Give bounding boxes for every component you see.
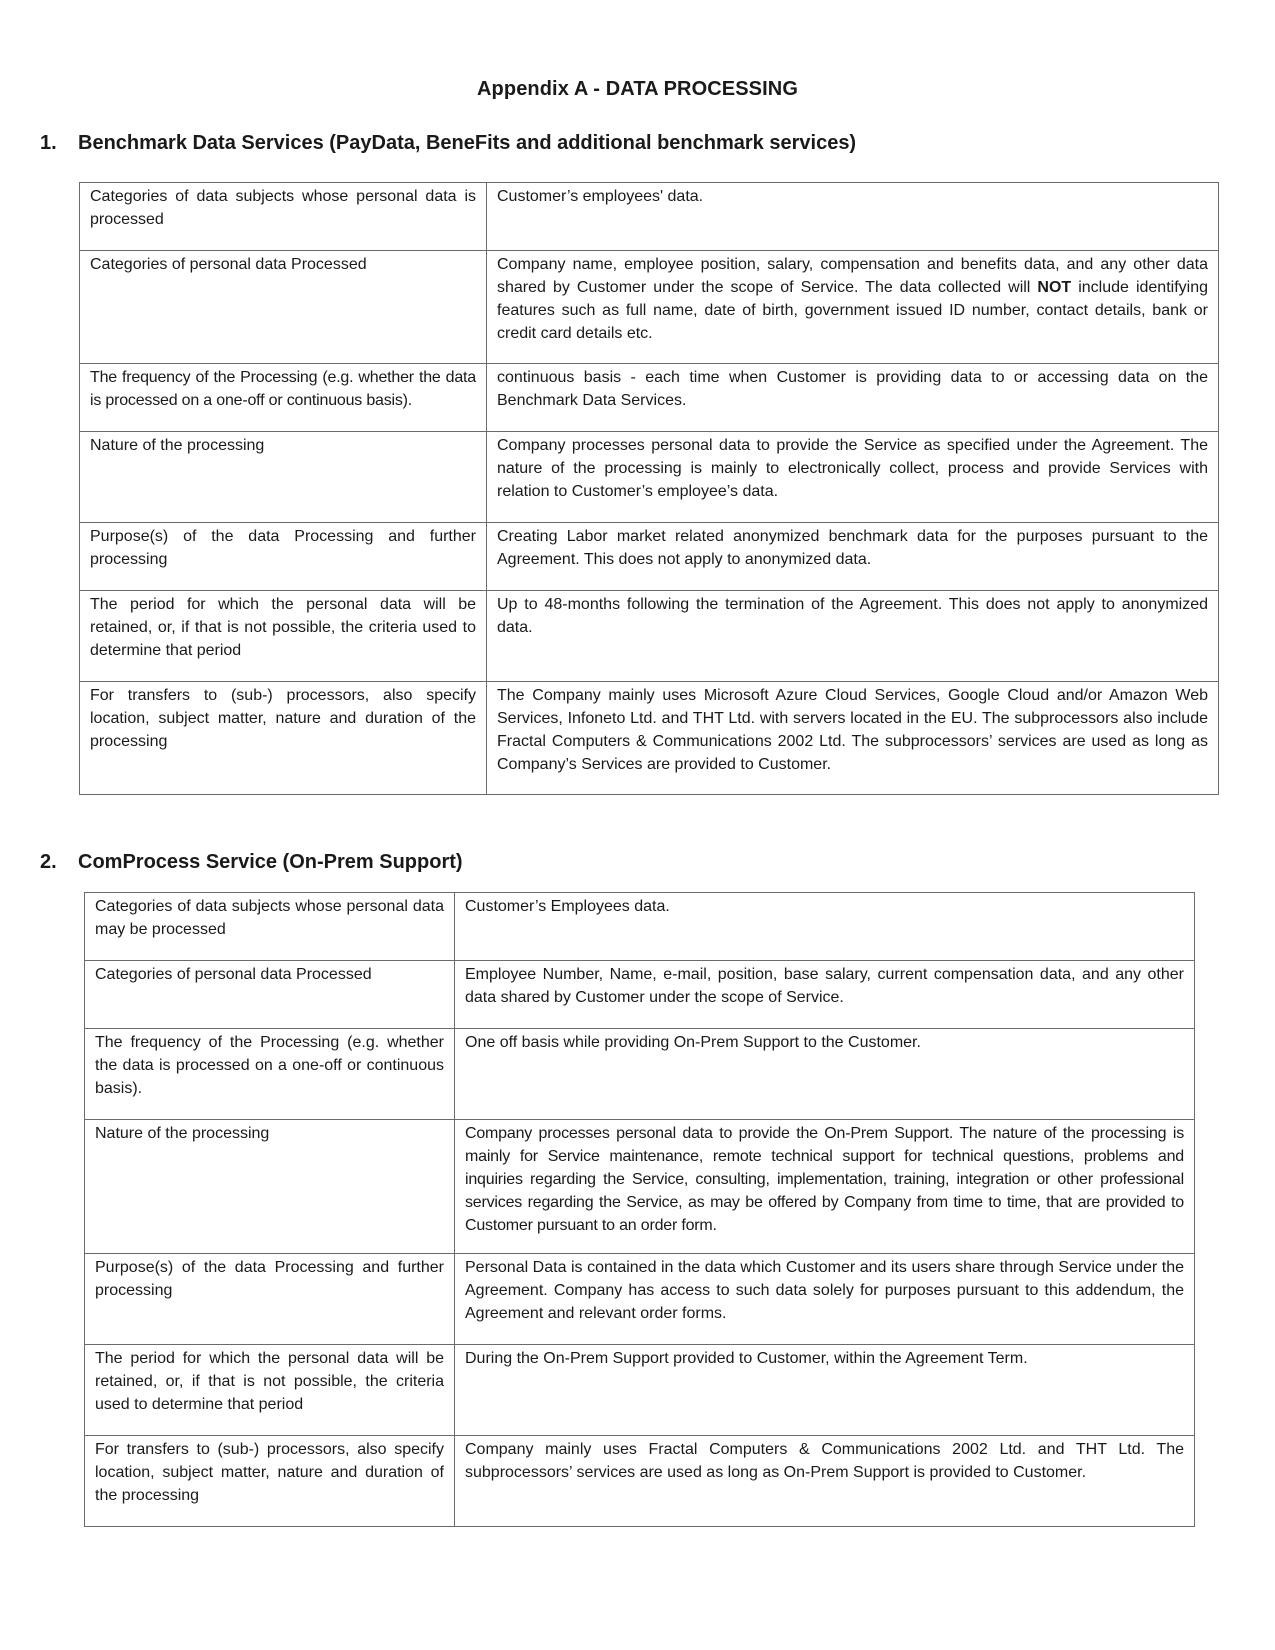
table-row	[85, 1345, 1195, 1436]
row-value: Up to 48-months following the termination of the Agreement. This does not apply to anonymized data.	[487, 591, 1219, 682]
row-label: Purpose(s) of the data Processing and further processing	[80, 523, 487, 591]
row-label: The period for which the personal data will be retained, or, if that is not possible, the criteria used to determine that period	[85, 1345, 455, 1436]
value-text: include identifying features such as full name, date of birth, government issued ID number, contact details, bank or credit card details etc.	[497, 279, 1208, 342]
row-value	[487, 251, 1219, 364]
row-value: Customer’s employees' data.	[487, 183, 1219, 251]
row-label: Categories of data subjects whose personal data is processed	[80, 183, 487, 251]
row-value: continuous basis - each time when Customer is providing data to or accessing data on the Benchmark Data Services.	[487, 364, 1219, 432]
comprocess-data-processing-table	[84, 892, 1195, 1527]
row-label: For transfers to (sub-) processors, also specify location, subject matter, nature and duration of the processing	[80, 682, 487, 795]
table-row	[80, 523, 1219, 591]
row-value: Company processes personal data to provide the Service as specified under the Agreement. The nature of the processing is mainly to electronically collect, process and provide Services with relation to Customer’s employee’s data.	[487, 432, 1219, 523]
row-value: Company processes personal data to provide the On-Prem Support. The nature of the processing is mainly for Service maintenance, remote technical support for technical questions, problems and inquiries regarding the Service, consulting, implementation, training, integration or other professional services regarding the Service, as may be offered by Company from time to time, that are provided to Customer pursuant to an order form.	[455, 1120, 1195, 1254]
value-text: Company name, employee position, salary, compensation and benefits data, and any other data shared by Customer under the scope of Service. The data collected will	[497, 256, 1208, 296]
benchmark-data-processing-table	[79, 182, 1219, 795]
row-label: Purpose(s) of the data Processing and further processing	[85, 1254, 455, 1345]
row-value: Employee Number, Name, e-mail, position, base salary, current compensation data, and any other data shared by Customer under the scope of Service.	[455, 961, 1195, 1029]
table-row	[80, 251, 1219, 364]
table-row	[85, 1120, 1195, 1254]
section-title: Benchmark Data Services (PayData, BeneFits and additional benchmark services)	[78, 132, 857, 154]
table-row	[80, 591, 1219, 682]
row-label: For transfers to (sub-) processors, also specify location, subject matter, nature and duration of the processing	[85, 1436, 455, 1527]
table-row	[85, 961, 1195, 1029]
row-value: Company mainly uses Fractal Computers & Communications 2002 Ltd. and THT Ltd. The subprocessors’ services are used as long as On-Prem Support is provided to Customer.	[455, 1436, 1195, 1527]
section-number: 2.	[40, 851, 57, 873]
row-label: The frequency of the Processing (e.g. whether the data is processed on a one-off or continuous basis).	[85, 1029, 455, 1120]
table-row	[85, 1029, 1195, 1120]
row-label: Nature of the processing	[85, 1120, 455, 1254]
section-number: 1.	[40, 132, 57, 154]
document-title: Appendix A - DATA PROCESSING	[477, 78, 798, 100]
row-value: During the On-Prem Support provided to Customer, within the Agreement Term.	[455, 1345, 1195, 1436]
table-row	[80, 682, 1219, 795]
table-row	[85, 1436, 1195, 1527]
table-row	[80, 183, 1219, 251]
value-emphasis: NOT	[1037, 279, 1072, 296]
row-value: The Company mainly uses Microsoft Azure Cloud Services, Google Cloud and/or Amazon Web Services, Infoneto Ltd. and THT Ltd. with servers located in the EU. The subprocessors also include Fractal Computers & Communications 2002 Ltd. The subprocessors’ services are used as long as Company’s Services are provided to Customer.	[487, 682, 1219, 795]
row-value: Creating Labor market related anonymized benchmark data for the purposes pursuant to the Agreement. This does not apply to anonymized data.	[487, 523, 1219, 591]
row-value: One off basis while providing On-Prem Support to the Customer.	[455, 1029, 1195, 1120]
section-heading-benchmark	[40, 132, 856, 155]
row-value: Customer’s Employees data.	[455, 893, 1195, 961]
row-label: Categories of personal data Processed	[85, 961, 455, 1029]
row-label: Nature of the processing	[80, 432, 487, 523]
row-value: Personal Data is contained in the data which Customer and its users share through Service under the Agreement. Company has access to such data solely for purposes pursuant to this addendum, the Agreement and relevant order forms.	[455, 1254, 1195, 1345]
table-row	[80, 364, 1219, 432]
row-label: The period for which the personal data will be retained, or, if that is not possible, the criteria used to determine that period	[80, 591, 487, 682]
section-title: ComProcess Service (On-Prem Support)	[78, 851, 463, 873]
row-label: The frequency of the Processing (e.g. whether the data is processed on a one-off or continuous basis).	[80, 364, 487, 432]
table-row	[85, 1254, 1195, 1345]
table-row	[85, 893, 1195, 961]
row-label: Categories of data subjects whose personal data may be processed	[85, 893, 455, 961]
row-label: Categories of personal data Processed	[80, 251, 487, 364]
section-heading-comprocess	[40, 851, 463, 874]
table-row	[80, 432, 1219, 523]
